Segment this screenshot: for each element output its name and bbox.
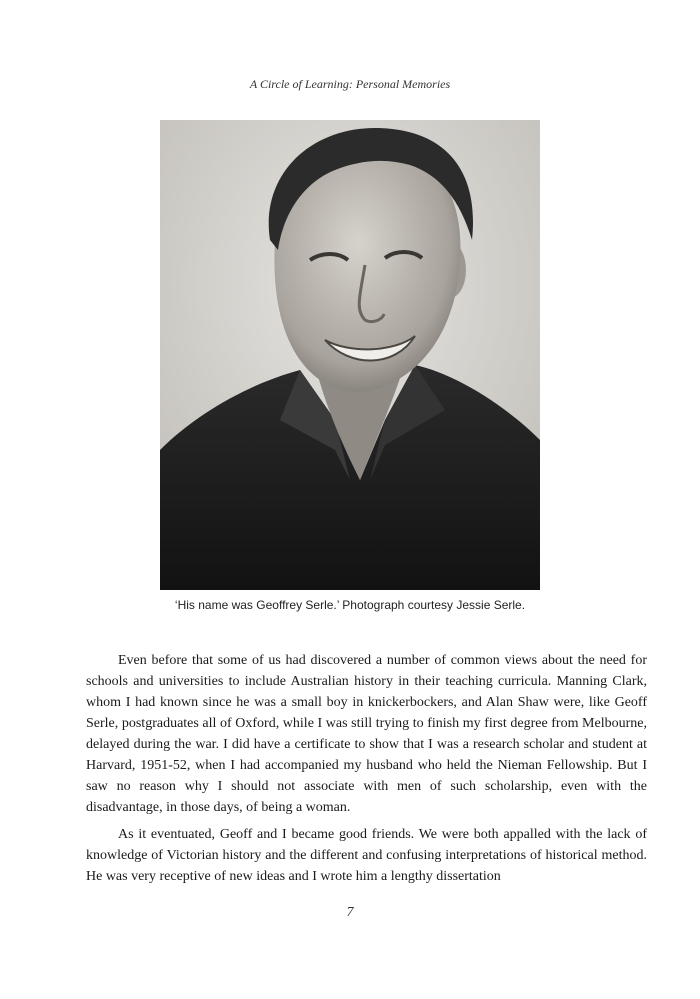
page-number: 7 (346, 905, 354, 920)
photo-caption: ‘His name was Geoffrey Serle.’ Photograph courtesy Jessie Serle. (174, 598, 526, 612)
portrait-photo (160, 120, 540, 590)
paragraph-1: Even before that some of us had discovered a number of common views about the need for schools and universities to include Australian history in their teaching curricula. Manning Clark, whom I had known since he was a small boy in knickerbockers, and Alan Shaw were, like Geoff Serle, postgraduates all of Oxford, while I was still trying to finish my first degree from Melbourne, delayed during the war. I did have a certificate to show that I was a research scholar and student at Harvard, 1951-52, when I had accompanied my husband who held the Nieman Fellowship. But I saw no reason why I should not associate with men of such scholarship, even with the disadvantage, in those days, of being a woman. (86, 653, 647, 815)
paragraph-2: As it eventuated, Geoff and I became good friends. We were both appalled with the lack of knowledge of Victorian history and the different and confusing interpretations of historical method. He was very receptive of new ideas and I wrote him a lengthy dissertation (86, 827, 647, 884)
portrait-illustration (160, 120, 540, 590)
body-text (86, 650, 647, 893)
running-header: A Circle of Learning: Personal Memories (249, 77, 451, 91)
